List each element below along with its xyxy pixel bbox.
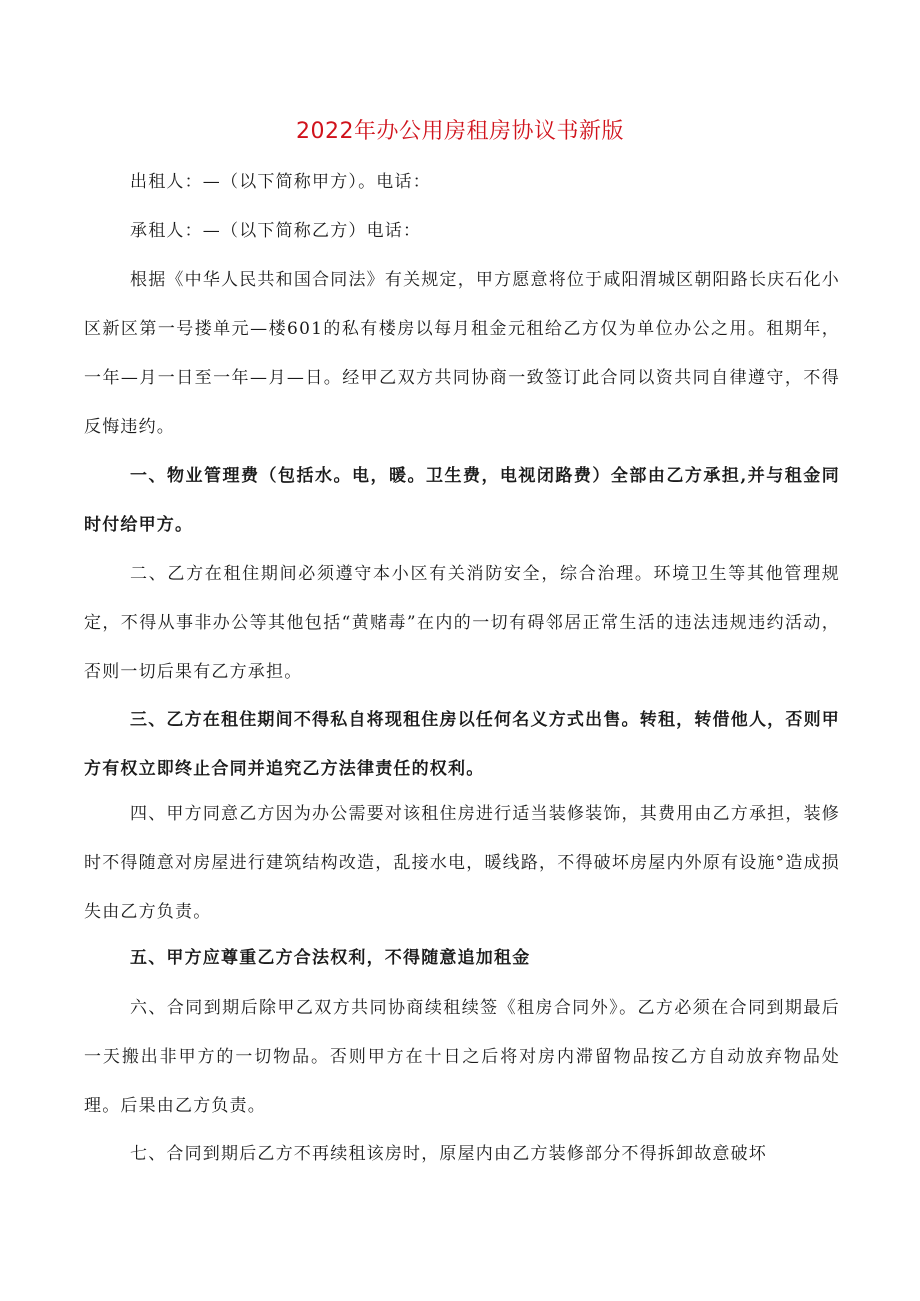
clause-2: 二、乙方在租住期间必须遵守本小区有关消防安全，综合治理。环境卫生等其他管理规定，不得从事非办公等其他包括“黄赌毒”在内的一切有碍邻居正常生活的违法违规违约活动，否则一切后果有乙方承担。 (84, 564, 840, 682)
clause-5: 五、甲方应尊重乙方合法权利，不得随意追加租金 (130, 948, 531, 968)
preamble-paragraph: 根据《中华人民共和国合同法》有关规定，甲方愿意将位于咸阳渭城区朝阳路长庆石化小区新区第一号搂单元—楼601的私有楼房以每月租金元租给乙方仅为单位办公之用。租期年，一年—月一日至一年—月—日。经甲乙双方共同协商一致签订此合同以资共同自律遵守，不得反悔违约。 (84, 270, 840, 437)
clause-6: 六、合同到期后除甲乙双方共同协商续租续签《租房合同外》。乙方必须在合同到期最后一天搬出非甲方的一切物品。否则甲方在十日之后将对房内滞留物品按乙方自动放弃物品处理。后果由乙方负责。 (84, 998, 840, 1116)
lessee-line: 承租人：—（以下简称乙方）电话： (130, 221, 422, 241)
lessor-line: 出租人：—（以下简称甲方）。电话： (130, 172, 431, 192)
clause-1: 一、物业管理费（包括水。电，暖。卫生费，电视闭路费）全部由乙方承担,并与租金同时付给甲方。 (84, 466, 840, 535)
clause-4: 四、甲方同意乙方因为办公需要对该租住房进行适当装修装饰，其费用由乙方承担，装修时不得随意对房屋进行建筑结构改造，乱接水电，暖线路，不得破坏房屋内外原有设施°造成损失由乙方负责。 (84, 804, 840, 922)
clause-7: 七、合同到期后乙方不再续租该房时，原屋内由乙方装修部分不得拆卸故意破坏 (130, 1144, 767, 1164)
document-title: 2022年办公用房租房协议书新版 (296, 119, 624, 144)
clause-3: 三、乙方在租住期间不得私自将现租住房以任何名义方式出售。转租，转借他人，否则甲方有权立即终止合同并追究乙方法律责任的权利。 (84, 710, 840, 779)
